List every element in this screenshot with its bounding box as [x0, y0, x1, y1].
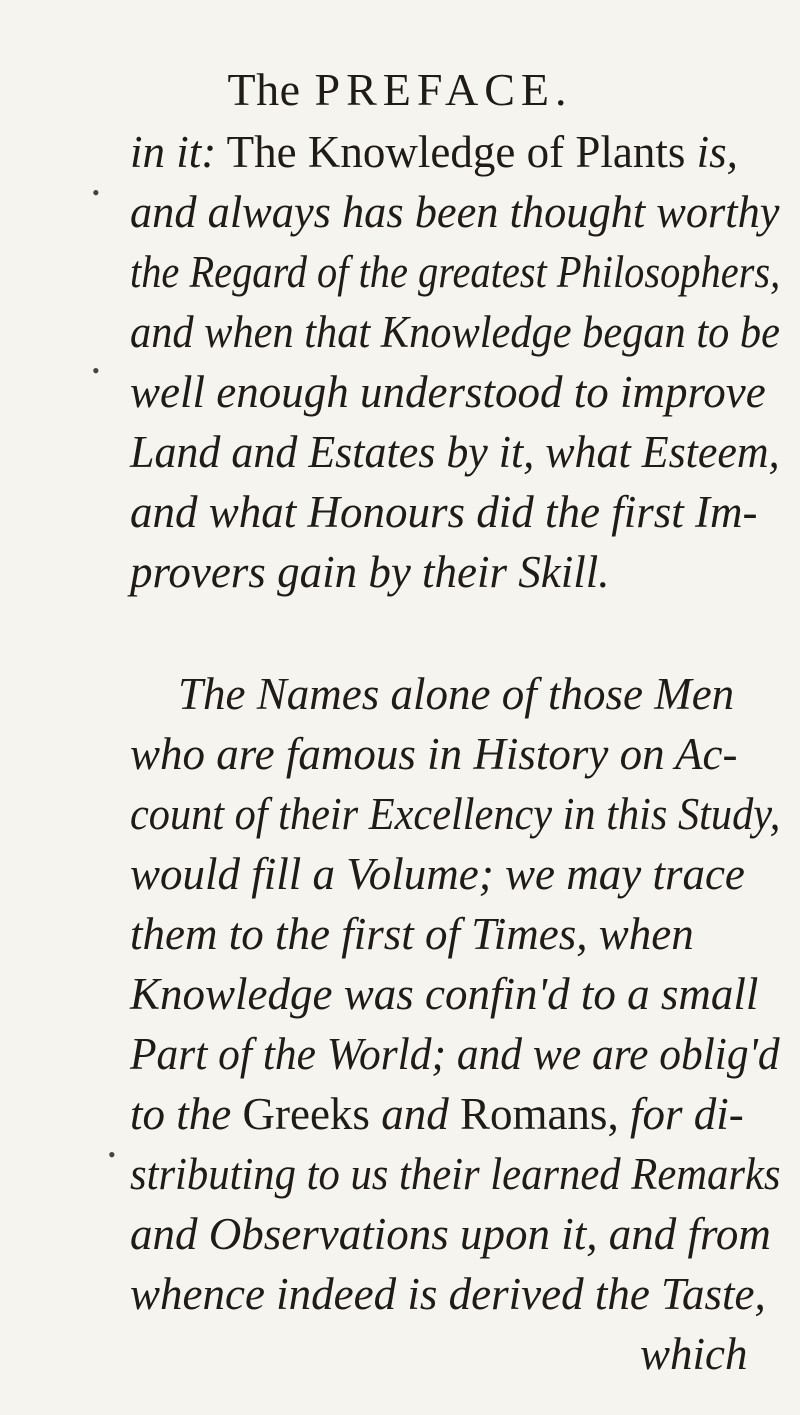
- text-line: in it: The Knowledge of Plants is,: [130, 127, 738, 177]
- text-line: to the Greeks and Romans, for di-: [130, 1089, 744, 1139]
- text-line: whence indeed is derived the Taste,: [130, 1269, 766, 1319]
- text-line: and what Honours did the first Im-: [130, 487, 758, 537]
- bullet-mark: •: [92, 180, 100, 205]
- text-line: and always has been thought worthy: [130, 187, 780, 237]
- text-line: Land and Estates by it, what Esteem,: [130, 427, 780, 477]
- text-line: Part of the World; and we are oblig'd: [130, 1029, 780, 1079]
- running-head-prefix: The: [227, 64, 301, 115]
- running-head-title: PREFACE.: [314, 64, 573, 115]
- text-line: and Observations upon it, and from: [130, 1209, 771, 1259]
- text-line: the Regard of the greatest Philosophers,: [130, 247, 781, 297]
- catchword: which: [640, 1329, 748, 1379]
- bullet-mark: •: [108, 1142, 116, 1167]
- bullet-mark: •: [92, 358, 100, 383]
- text-line: provers gain by their Skill.: [130, 547, 610, 597]
- text-line: would fill a Volume; we may trace: [130, 849, 745, 899]
- text-line: count of their Excellency in this Study,: [130, 789, 781, 839]
- text-line: stributing to us their learned Remarks: [130, 1149, 781, 1199]
- text-line: Knowledge was confin'd to a small: [130, 969, 759, 1019]
- text-line: who are famous in History on Ac-: [130, 729, 738, 779]
- text-line: them to the first of Times, when: [130, 909, 694, 959]
- text-line: and when that Knowledge began to be: [130, 307, 780, 357]
- running-head: [0, 62, 800, 118]
- text-line: well enough understood to improve: [130, 367, 766, 417]
- text-line: The Names alone of those Men: [178, 669, 735, 719]
